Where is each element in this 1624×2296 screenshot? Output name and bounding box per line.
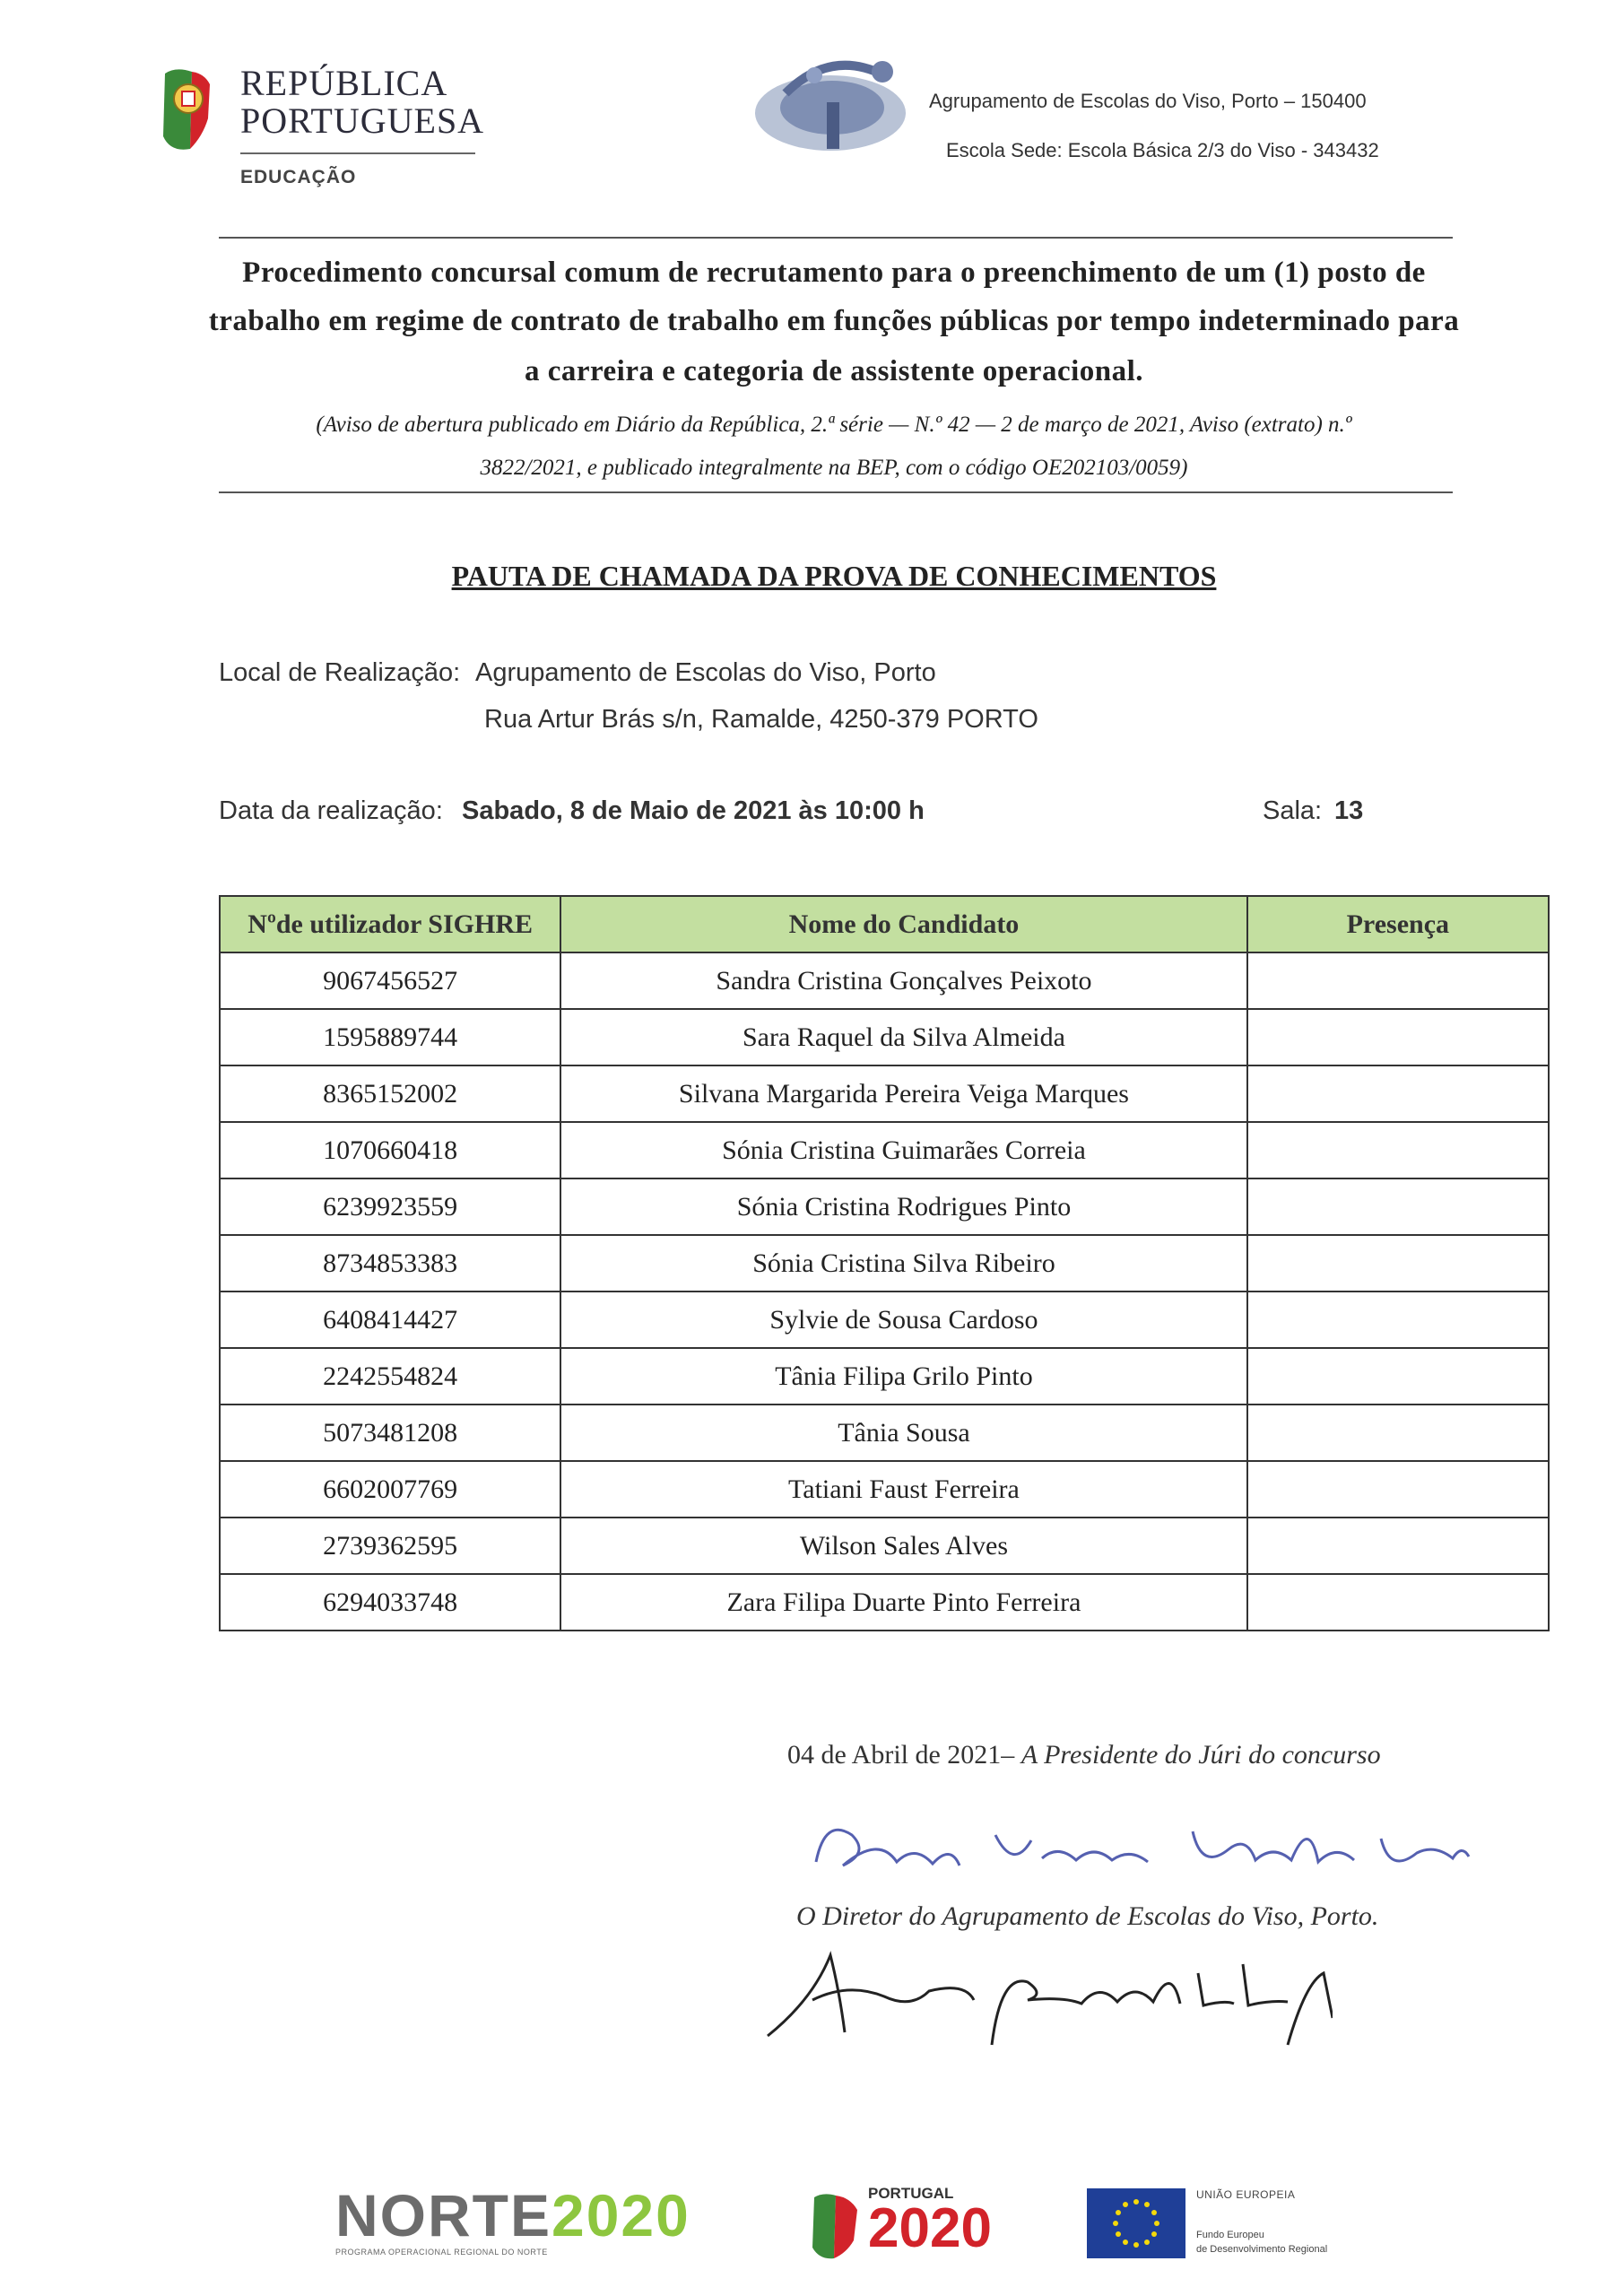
table-row	[220, 1292, 1549, 1348]
section-heading: PAUTA DE CHAMADA DA PROVA DE CONHECIMENTOS	[451, 560, 1217, 592]
republic-name	[240, 65, 484, 140]
procedure-title-line-3: a carreira e categoria de assistente operacional.	[524, 355, 1144, 387]
presence-cell	[1247, 1235, 1549, 1292]
room-value: 13	[1334, 796, 1364, 825]
user-id-cell: 5073481208	[220, 1405, 560, 1461]
user-id-cell: 8365152002	[220, 1065, 560, 1122]
table-header-row	[220, 896, 1549, 952]
portugal2020-mark-icon	[809, 2190, 861, 2262]
column-header-user-id: Nºde utilizador SIGHRE	[220, 896, 560, 952]
candidate-name-cell: Sandra Cristina Gonçalves Peixoto	[560, 952, 1246, 1009]
location-label: Local de Realização:	[219, 658, 461, 687]
school-emblem-icon	[750, 39, 916, 156]
presence-cell	[1247, 952, 1549, 1009]
presence-cell	[1247, 1405, 1549, 1461]
table-row	[220, 1405, 1549, 1461]
presence-cell	[1247, 1461, 1549, 1518]
candidate-name-cell: Tânia Sousa	[560, 1405, 1246, 1461]
user-id-cell: 8734853383	[220, 1235, 560, 1292]
candidate-name-cell: Sylvie de Sousa Cardoso	[560, 1292, 1246, 1348]
user-id-cell: 6294033748	[220, 1574, 560, 1631]
table-row	[220, 1009, 1549, 1065]
portugal-year: 2020	[868, 2197, 992, 2259]
presence-cell	[1247, 1009, 1549, 1065]
location-address: Rua Artur Brás s/n, Ramalde, 4250-379 PORTO	[484, 705, 1038, 734]
eu-fund-line-2: de Desenvolvimento Regional	[1196, 2244, 1328, 2255]
candidate-name-cell: Sónia Cristina Rodrigues Pinto	[560, 1178, 1246, 1235]
republic-name-line1: REPÚBLICA	[240, 63, 448, 103]
notice-line-1: (Aviso de abertura publicado em Diário da República, 2.ª série — N.º 42 — 2 de março de 2021, Aviso (extrato) n.º	[316, 413, 1352, 437]
presence-cell	[1247, 1348, 1549, 1405]
portugal-label: PORTUGAL	[868, 2185, 954, 2202]
candidate-name-cell: Sara Raquel da Silva Almeida	[560, 1009, 1246, 1065]
table-row	[220, 1122, 1549, 1178]
table-row	[220, 952, 1549, 1009]
column-header-candidate-name: Nome do Candidato	[560, 896, 1246, 952]
presence-cell	[1247, 1518, 1549, 1574]
candidate-name-cell: Tatiani Faust Ferreira	[560, 1461, 1246, 1518]
candidate-name-cell: Tânia Filipa Grilo Pinto	[560, 1348, 1246, 1405]
candidate-name-cell: Silvana Margarida Pereira Veiga Marques	[560, 1065, 1246, 1122]
table-row	[220, 1461, 1549, 1518]
presence-cell	[1247, 1178, 1549, 1235]
candidate-name-cell: Zara Filipa Duarte Pinto Ferreira	[560, 1574, 1246, 1631]
norte-year: 2020	[551, 2182, 690, 2248]
norte-word: NORTE	[335, 2182, 551, 2248]
signature-date-line	[787, 1740, 1381, 1770]
candidate-name-cell: Wilson Sales Alves	[560, 1518, 1246, 1574]
user-id-cell: 2739362595	[220, 1518, 560, 1574]
table-row	[220, 1518, 1549, 1574]
republic-divider	[240, 152, 475, 154]
norte2020-logo	[335, 2182, 690, 2257]
user-id-cell: 2242554824	[220, 1348, 560, 1405]
school-seat-name: Escola Sede: Escola Básica 2/3 do Viso - 343432	[946, 139, 1379, 161]
date-value: Sabado, 8 de Maio de 2021 às 10:00 h	[462, 796, 925, 825]
president-role: A Presidente do Júri do concurso	[1020, 1740, 1381, 1770]
procedure-title-line-1: Procedimento concursal comum de recrutamento para o preenchimento de um (1) posto de	[242, 257, 1426, 289]
candidate-name-cell: Sónia Cristina Guimarães Correia	[560, 1122, 1246, 1178]
date-label: Data da realização:	[219, 796, 443, 825]
president-signature	[807, 1808, 1471, 1889]
table-row	[220, 1574, 1549, 1631]
presence-cell	[1247, 1574, 1549, 1631]
director-signature	[759, 1946, 1333, 2054]
school-group-name: Agrupamento de Escolas do Viso, Porto – 150400	[929, 90, 1367, 112]
eu-label: UNIÃO EUROPEIA	[1196, 2188, 1296, 2201]
table-row	[220, 1065, 1549, 1122]
table-row	[220, 1348, 1549, 1405]
room-label: Sala:	[1263, 796, 1323, 825]
ministry-label: EDUCAÇÃO	[240, 167, 357, 187]
user-id-cell: 1595889744	[220, 1009, 560, 1065]
eu-flag-icon	[1087, 2188, 1185, 2258]
portugal2020-logo	[809, 2185, 1042, 2266]
notice-line-2: 3822/2021, e publicado integralmente na BEP, com o código OE202103/0059)	[480, 456, 1188, 480]
table-row	[220, 1235, 1549, 1292]
user-id-cell: 6602007769	[220, 1461, 560, 1518]
candidate-roster-table	[219, 895, 1550, 1631]
coat-of-arms-icon	[158, 65, 212, 154]
candidate-name-cell: Sónia Cristina Silva Ribeiro	[560, 1235, 1246, 1292]
column-header-presence: Presença	[1247, 896, 1549, 952]
location-value: Agrupamento de Escolas do Viso, Porto	[475, 658, 936, 687]
presence-cell	[1247, 1292, 1549, 1348]
norte-subtitle: PROGRAMA OPERACIONAL REGIONAL DO NORTE	[335, 2248, 548, 2257]
user-id-cell: 1070660418	[220, 1122, 560, 1178]
eu-fund-line-1: Fundo Europeu	[1196, 2230, 1264, 2240]
presence-cell	[1247, 1122, 1549, 1178]
title-divider	[219, 491, 1453, 493]
republic-name-line2: PORTUGUESA	[240, 100, 485, 141]
signature-date: 04 de Abril de 2021–	[787, 1740, 1015, 1770]
director-title: O Diretor do Agrupamento de Escolas do Viso, Porto.	[796, 1901, 1379, 1931]
procedure-title-line-2: trabalho em regime de contrato de trabalho em funções públicas por tempo indeterminado para	[208, 305, 1460, 337]
user-id-cell: 6408414427	[220, 1292, 560, 1348]
user-id-cell: 6239923559	[220, 1178, 560, 1235]
user-id-cell: 9067456527	[220, 952, 560, 1009]
table-row	[220, 1178, 1549, 1235]
presence-cell	[1247, 1065, 1549, 1122]
header-divider	[219, 237, 1453, 239]
